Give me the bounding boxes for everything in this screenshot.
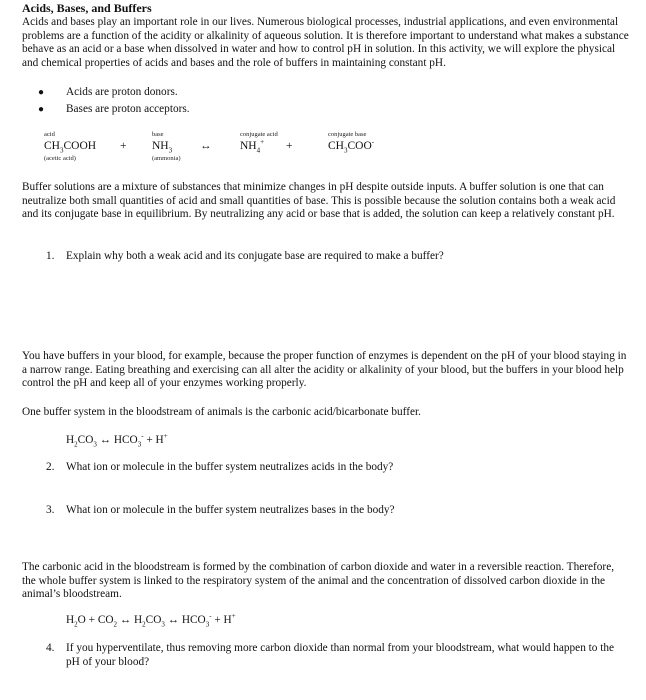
carbonic-intro: One buffer system in the bloodstream of animals is the carbonic acid/bicarbonate buffer. bbox=[22, 406, 421, 418]
bullet-item: ● Bases are proton acceptors. bbox=[38, 102, 190, 115]
label-base: base bbox=[152, 131, 164, 138]
plus-sign: + bbox=[286, 140, 293, 152]
question-2: 2. What ion or molecule in the buffer system neutralizes acids in the body? bbox=[46, 461, 394, 473]
question-3: 3. What ion or molecule in the buffer system neutralizes bases in the body? bbox=[46, 504, 395, 516]
co2-paragraph: The carbonic acid in the bloodstream is formed by the combination of carbon dioxide and water in a reversible reaction. Therefore, the whole buffer system is linked to the respiratory system of the animal and the concentration of dissolved carbon dioxide in the animal’s bloodstream. bbox=[22, 561, 615, 601]
label-ammonia: (ammonia) bbox=[152, 155, 181, 162]
equation-carbonic-buffer: $H_2CO_3$ ↔ $HCO_3^- + H^+$ bbox=[66, 432, 168, 449]
equation-co2-equilibrium: $H_2O + CO_2$ ↔ $H_2CO_3$ ↔ $HCO_3^- + H^+$ bbox=[66, 612, 236, 629]
bullet-item: ● Acids are proton donors. bbox=[38, 85, 178, 98]
intro-paragraph: Acids and bases play an important role in our lives. Numerous biological processes, industrial applications, and even environmental problems are a function of the acidity or alkalinity of aqueous solution. It is therefore important to understand what makes a substance behave as an acid or a base when dissolved in water and how to control pH in solution. In this activity, we will explore the physical and chemical properties of acids and bases and the role of buffers in maintaining constant pH. bbox=[22, 16, 629, 69]
label-acid: acid bbox=[44, 131, 55, 138]
bullet-icon: ● bbox=[38, 103, 45, 115]
bullet-list bbox=[38, 84, 190, 118]
page-title: Acids, Bases, and Buffers bbox=[22, 1, 152, 15]
label-conjugate-base: conjugate base bbox=[328, 131, 367, 138]
species-acetic-acid: $CH_3COOH$ bbox=[44, 140, 97, 155]
label-conjugate-acid: conjugate acid bbox=[240, 131, 278, 138]
buffer-paragraph: Buffer solutions are a mixture of substances that minimize changes in pH despite outside inputs. A buffer solution is one that can neutralize both small quantities of acid and small quantities of base. This is possible because the solution contains both a weak acid and its conjugate base in equilibrium. By neutralizing any acid or base that is added, the solution can keep a relatively constant pH. bbox=[22, 181, 616, 221]
question-4: 4. If you hyperventilate, thus removing more carbon dioxide than normal from your bloodstream, what would happen to the pH of your blood? bbox=[46, 642, 615, 668]
species-acetate: $CH_3COO^-$ bbox=[328, 138, 375, 155]
species-ammonia: $NH_3$ bbox=[152, 140, 173, 155]
species-ammonium: $NH_4^+$ bbox=[240, 138, 265, 155]
blood-paragraph: You have buffers in your blood, for example, because the proper function of enzymes is dependent on the pH of your blood staying in a narrow range. Eating breathing and exercising can all alter the acidity or alkalinity of your blood, but the buffers in your blood help control the pH and keep all of your enzymes working properly. bbox=[22, 350, 627, 390]
plus-sign: + bbox=[120, 140, 127, 152]
bullet-icon: ● bbox=[38, 86, 45, 98]
label-acetic-acid: (acetic acid) bbox=[44, 155, 76, 162]
equilibrium-arrow-icon: ↔ bbox=[200, 140, 212, 152]
question-1: 1. Explain why both a weak acid and its conjugate base are required to make a buffer? bbox=[46, 250, 444, 262]
